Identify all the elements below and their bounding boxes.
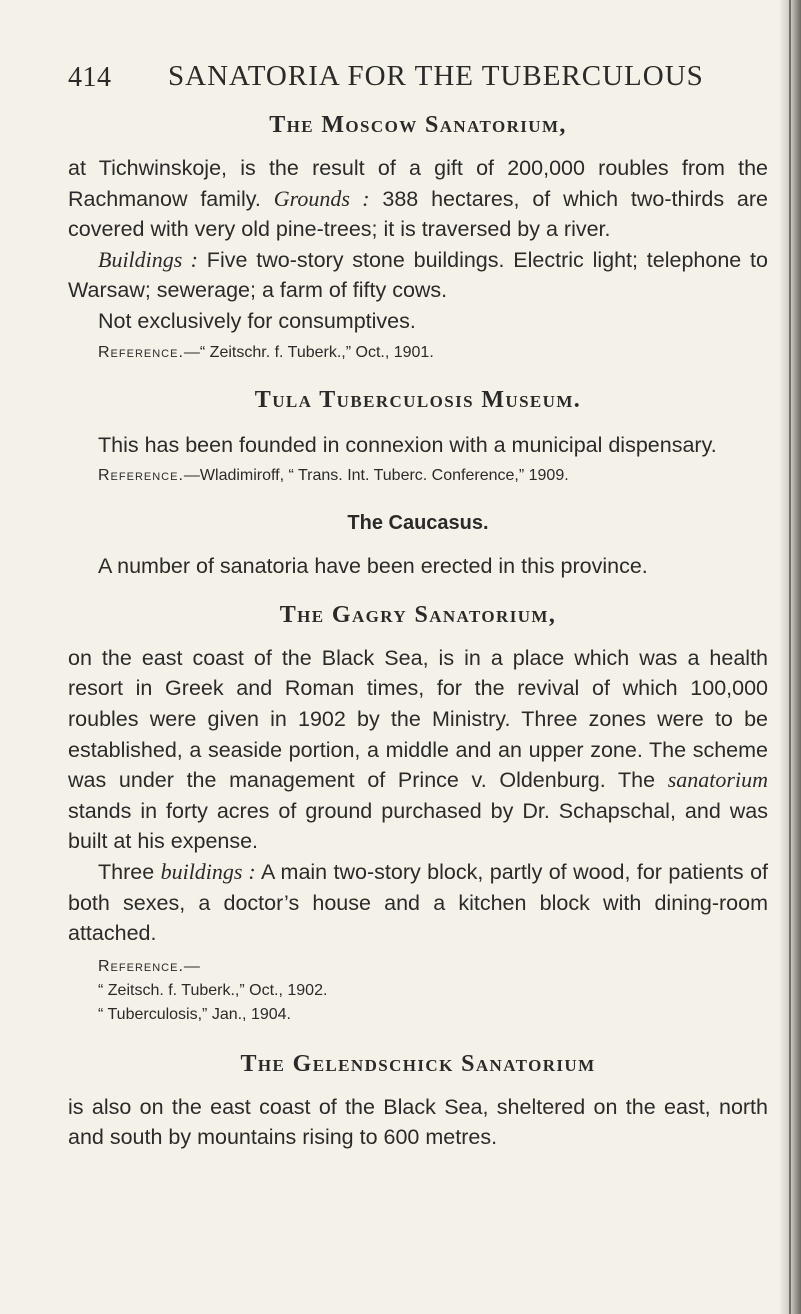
section-heading-tula: Tula Tuberculosis Museum. — [254, 386, 582, 413]
reference-label: Reference. — [98, 343, 184, 361]
reference-gagry — [68, 955, 768, 979]
paragraph-moscow-note: Not exclusively for consumptives. — [98, 308, 416, 333]
paragraph-gagry-history — [68, 643, 768, 857]
reference-moscow — [68, 341, 768, 365]
text-run: on the east coast of the Black Sea, is in a place which was a health resort in Greek and Roman times, for the revival of which 100,000 roubles were given in 1902 by the Ministry. Three zones were to be established, a seaside portion, a middle and an upper zone. The scheme was under the management of Prince v. Oldenburg. The — [68, 645, 768, 793]
buildings-label: Buildings : — [98, 246, 198, 272]
sanatorium-label: sanatorium — [667, 767, 768, 793]
paragraph-tula: This has been founded in connexion with a municipal dispensary. — [98, 432, 717, 457]
page-edge-line — [789, 0, 791, 1314]
reference-tula — [68, 464, 768, 488]
paragraph-moscow-grounds — [68, 153, 768, 245]
section-heading-gagry: The Gagry Sanatorium, — [279, 601, 557, 628]
paragraph-gagry-buildings — [68, 857, 768, 949]
paragraph-gelendschick: is also on the east coast of the Black Sea, sheltered on the east, north and south by mountains rising to 600 metres. — [68, 1094, 768, 1150]
reference-gagry-line-1: “ Zeitsch. f. Tuberk.,” Oct., 1902. — [98, 981, 328, 999]
reference-text: —“ Zeitschr. f. Tuberk.,” Oct., 1901. — [183, 343, 434, 361]
text-run: Five two-story stone buildings. Electric light; telephone to Warsaw; sewerage; a farm of fifty cows. — [68, 247, 768, 303]
text-run: at Tichwinskoje, is the result of a gift of 200,000 roubles from the Rachmanow family. — [68, 156, 768, 211]
reference-label: Reference. — [98, 957, 184, 975]
reference-text: —Wladimiroff, “ Trans. Int. Tuberc. Conference,” 1909. — [183, 467, 569, 485]
section-heading-gelendschick: The Gelendschick Sanatorium — [240, 1050, 596, 1077]
page-content — [68, 112, 768, 1153]
paragraph-caucasus: A number of sanatoria have been erected in this province. — [98, 554, 648, 579]
text-run: A main two-story block, partly of wood, for patients of both sexes, a doctor’s house and a kitchen block with dining-room attached. — [68, 859, 768, 946]
reference-gagry-line-2: “ Tuberculosis,” Jan., 1904. — [98, 1005, 291, 1023]
text-run: 388 hectares, of which two-thirds are covered with very old pine-trees; it is traversed by a river. — [68, 186, 768, 242]
page-number: 414 — [68, 62, 112, 93]
text-run: stands in forty acres of ground purchased by Dr. Schapschal, and was built at his expense. — [68, 798, 768, 854]
reference-label: Reference. — [98, 467, 184, 485]
grounds-label: Grounds : — [273, 185, 370, 211]
buildings-label: buildings : — [160, 858, 256, 884]
reference-dash: — — [183, 957, 200, 975]
text-run: Three — [98, 859, 161, 884]
section-heading-moscow: The Moscow Sanatorium, — [269, 112, 567, 138]
section-heading-caucasus: The Caucasus. — [347, 512, 489, 535]
paragraph-moscow-buildings — [68, 245, 768, 306]
page-header — [68, 60, 708, 94]
running-head: SANATORIA FOR THE TUBERCULOUS — [168, 60, 704, 92]
